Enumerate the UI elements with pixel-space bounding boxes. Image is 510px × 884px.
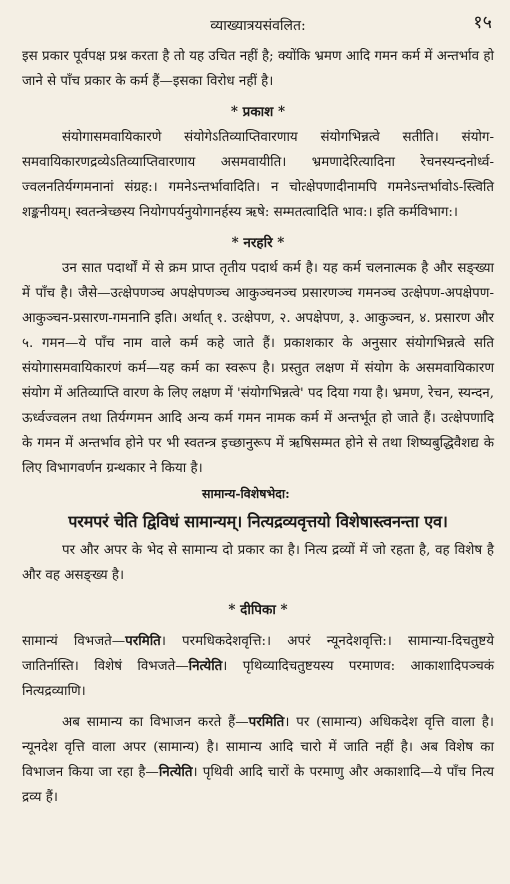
sutra-translation: पर और अपर के भेद से सामान्य दो प्रकार का है। नित्य द्रव्यों में जो रहता है, वह विशेष है और वह असङ्ख्य है। — [22, 543, 494, 583]
hindi-keyword-nityeti: नित्येति — [158, 764, 193, 780]
hindi-text-2: । पर (सामान्य) अधिकदेश वृत्ति वाला है। न्यूनदेश वृत्ति वाला अपर (सामान्य) है। सामान्य आदि चारो में जाति नहीं है। अब विशेष का विभाजन किया जा रहा है— — [22, 715, 494, 780]
mula-sutra: परमपरं चेति द्विविधं सामान्यम्। नित्यद्रव्यवृत्तयो विशेषास्त्वनन्ता एव। — [68, 512, 448, 531]
dipika-text-1: सामान्यं विभजते— — [22, 634, 126, 649]
dipika-text-2: । परमधिकदेशवृत्ति:। अपरं न्यूनदेशवृत्ति:। सामान्या-दिचतुष्टये जातिर्नास्ति। विशेषं विभजते— — [22, 634, 494, 674]
hindi-text-1: अब सामान्य का विभाजन करते हैं— — [62, 715, 249, 730]
hindi-text-3: । पृथिवी आदि चारों के परमाणु और अकाशादि—ये पाँच नित्य द्रव्य हैं। — [22, 765, 494, 805]
dipika-keyword-nityeti: नित्येति — [188, 658, 223, 674]
dipika-commentary — [22, 629, 494, 704]
page-number: १५ — [473, 12, 492, 33]
narahari-commentary: उन सात पदार्थों में से क्रम प्राप्त तृतीय पदार्थ कर्म है। यह कर्म चलनात्मक है और सङ्ख्या में पाँच है। जैसे—उत्क्षेपणञ्च अपक्षेपणञ्च आकुञ्चनञ्च प्रसारणञ्च गमनञ्च उत्क्षेपण-अपक्षेपण-आकुञ्चन-प्रसारण-गमनानि इति। अर्थात् १. उत्क्षेपण, २. अपक्षेपण, ३. आकुञ्चन, ४. प्रसारण और ५. गमन—ये पाँच नाम वाले कर्म कहे जाते हैं। प्रकाशकार के अनुसार संयोगभिन्नत्वे सति संयोगासमवायिकारणं कर्म—यह कर्म का स्वरूप है। प्रस्तुत लक्षण में संयोग के असमवायिकारण संयोग में अतिव्याप्ति वारण के लिए लक्षण में 'संयोगभिन्नत्वे' पद दिया गया है। भ्रमण, रेचन, स्यन्दन, ऊर्ध्वज्वलन तथा तिर्यग्गमन आदि अन्य कर्म गमन नामक कर्म में अन्तर्भूत हो जाते हैं। उत्क्षेपणादि के गमन में अन्तर्भाव होने पर भी स्वतन्त्र इच्छानुरूप में ऋषिसम्मत होने से तथा शिष्यबुद्धिवैशद्य के लिए विभागवर्णन ग्रन्थकार ने किया है। — [22, 261, 494, 476]
prakash-commentary: संयोगासमवायिकारणे संयोगेऽतिव्याप्तिवारणाय संयोगभिन्नत्वे सतीति। संयोग-समवायिकारणद्रव्येऽतिव्याप्तिवारणाय असमवायीति। भ्रमणादेरित्यादिना रेचनस्यन्दनोर्ध्व-ज्वलनतिर्यग्गमनानां संग्रह:। गमनेऽन्तर्भावादिति। न चोत्क्षेपणादीनामपि गमनेऽन्तर्भावोऽ-स्त्विति शङ्कनीयम्। स्वतन्त्रेच्छस्य नियोगपर्यनुयोगानर्हस्य ऋषे: सम्मतत्वादिति भाव:। इति कर्मविभाग:। — [22, 130, 494, 220]
samanya-vishesha-heading: सामान्य-विशेषभेदा: — [202, 486, 290, 501]
dipika-heading: * दीपिका * — [228, 602, 288, 618]
dipika-hindi-explanation — [22, 710, 494, 810]
page-header — [22, 0, 494, 44]
dipika-text-3: । पृथिव्यादिचतुष्टयस्य परमाणव: आकाशादिपञ्चकं नित्यद्रव्याणि। — [22, 659, 494, 699]
running-title: व्याख्यात्रयसंवलित: — [210, 18, 306, 34]
narahari-heading: * नरहरि * — [231, 235, 285, 251]
hindi-keyword-paramiti: परमिति — [248, 714, 285, 730]
prakash-heading: * प्रकाश * — [230, 104, 286, 120]
dipika-keyword-paramiti: परमिति — [125, 633, 161, 649]
intro-paragraph: इस प्रकार पूर्वपक्ष प्रश्न करता है तो यह उचित नहीं है; क्योंकि भ्रमण आदि गमन कर्म में अन्तर्भाव हो जाने से पाँच प्रकार के कर्म हैं—इसका विरोध नहीं है। — [22, 49, 494, 89]
